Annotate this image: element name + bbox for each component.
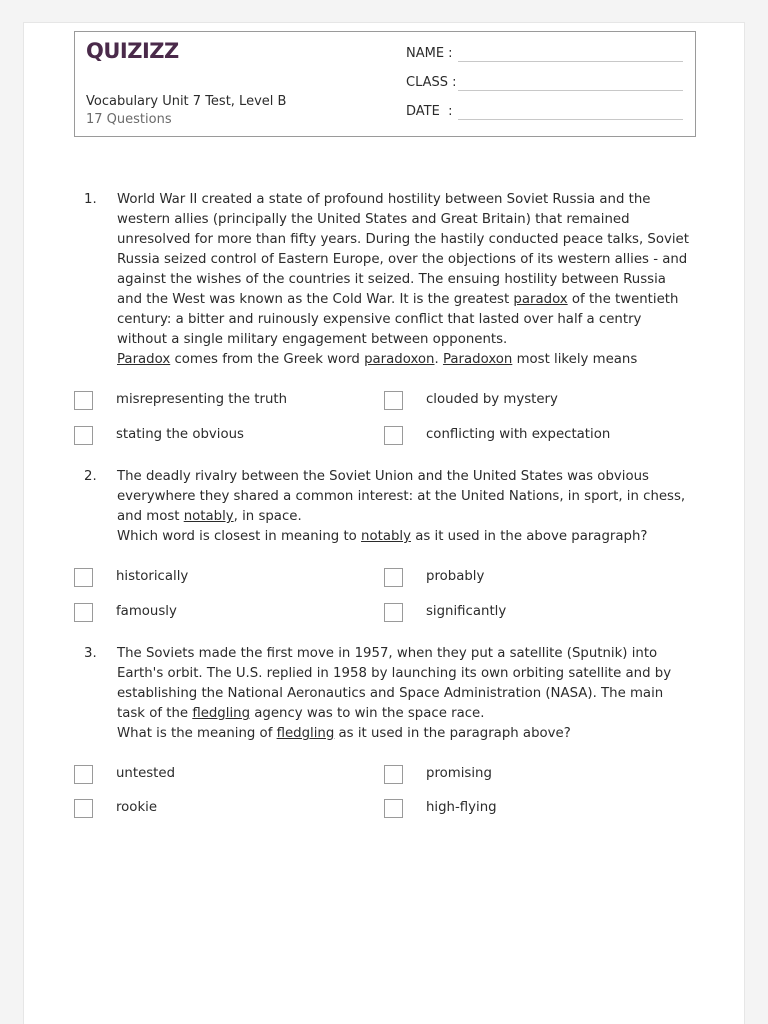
checkbox[interactable] [384, 765, 403, 784]
question-passage: World War II created a state of profound hostility between Soviet Russia and the western allies (principally the United States and Great Britain) that remained unresolved for more than fifty years. During the hastily conducted peace talks, Soviet Russia seized control of Eastern Europe, over the objections of its western allies - and against the wishes of the countries it seized. The ensuing hostility between Russia and the West was known as the Cold War. It is the greatest paradox of the twentieth century: a bitter and ruinously expensive conflict that lasted over half a centry without a single military engagement between opponents. [117, 192, 689, 347]
option-label: historically [116, 569, 189, 584]
option-label: famously [116, 604, 177, 619]
checkbox[interactable] [74, 391, 93, 410]
option-label: high-flying [426, 800, 497, 815]
option-label: misrepresenting the truth [116, 392, 288, 407]
option-label: clouded by mystery [426, 392, 558, 407]
checkbox[interactable] [74, 426, 93, 445]
name-field[interactable] [406, 46, 458, 61]
header-box [74, 31, 696, 137]
question-passage: The deadly rivalry between the Soviet Union and the United States was obvious everywhere they shared a common interest: at the United Nations, in sport, in chess, and most notably, in space. [117, 469, 686, 524]
date-field[interactable] [406, 104, 458, 119]
question-number: 1. [84, 192, 97, 207]
option-label: untested [116, 766, 176, 781]
question-3 [84, 644, 694, 744]
name-line[interactable] [458, 61, 683, 62]
question-number: 3. [84, 646, 97, 661]
option-label: stating the obvious [116, 427, 244, 442]
class-label: CLASS : [406, 75, 457, 90]
name-label: NAME : [406, 46, 453, 61]
checkbox[interactable] [74, 765, 93, 784]
worksheet-page [23, 22, 745, 1024]
date-line[interactable] [458, 119, 683, 120]
option-label: rookie [116, 800, 158, 815]
question-prompt: Paradox comes from the Greek word paradoxon. Paradoxon most likely means [117, 352, 638, 367]
checkbox[interactable] [74, 568, 93, 587]
option-label: probably [426, 569, 485, 584]
checkbox[interactable] [384, 568, 403, 587]
quizizz-logo: QUIZIZZ [86, 39, 179, 63]
test-title: Vocabulary Unit 7 Test, Level B [86, 94, 287, 109]
class-field[interactable] [406, 75, 458, 90]
question-1 [84, 190, 694, 370]
question-passage: The Soviets made the first move in 1957, when they put a satellite (Sputnik) into Earth's orbit. The U.S. replied in 1958 by launching its own orbiting satellite and by establishing the National Aeronautics and Space Administration (NASA). The main task of the fledgling agency was to win the space race. [117, 646, 672, 721]
question-prompt: Which word is closest in meaning to notably as it used in the above paragraph? [117, 529, 648, 544]
checkbox[interactable] [384, 391, 403, 410]
question-count: 17 Questions [86, 112, 172, 127]
checkbox[interactable] [384, 426, 403, 445]
checkbox[interactable] [74, 799, 93, 818]
class-line[interactable] [458, 90, 683, 91]
option-label: significantly [426, 604, 507, 619]
date-label: DATE : [406, 104, 453, 119]
checkbox[interactable] [384, 799, 403, 818]
checkbox[interactable] [74, 603, 93, 622]
question-number: 2. [84, 469, 97, 484]
question-prompt: What is the meaning of fledgling as it used in the paragraph above? [117, 726, 571, 741]
option-label: conflicting with expectation [426, 427, 611, 442]
checkbox[interactable] [384, 603, 403, 622]
option-label: promising [426, 766, 492, 781]
question-2 [84, 467, 694, 547]
